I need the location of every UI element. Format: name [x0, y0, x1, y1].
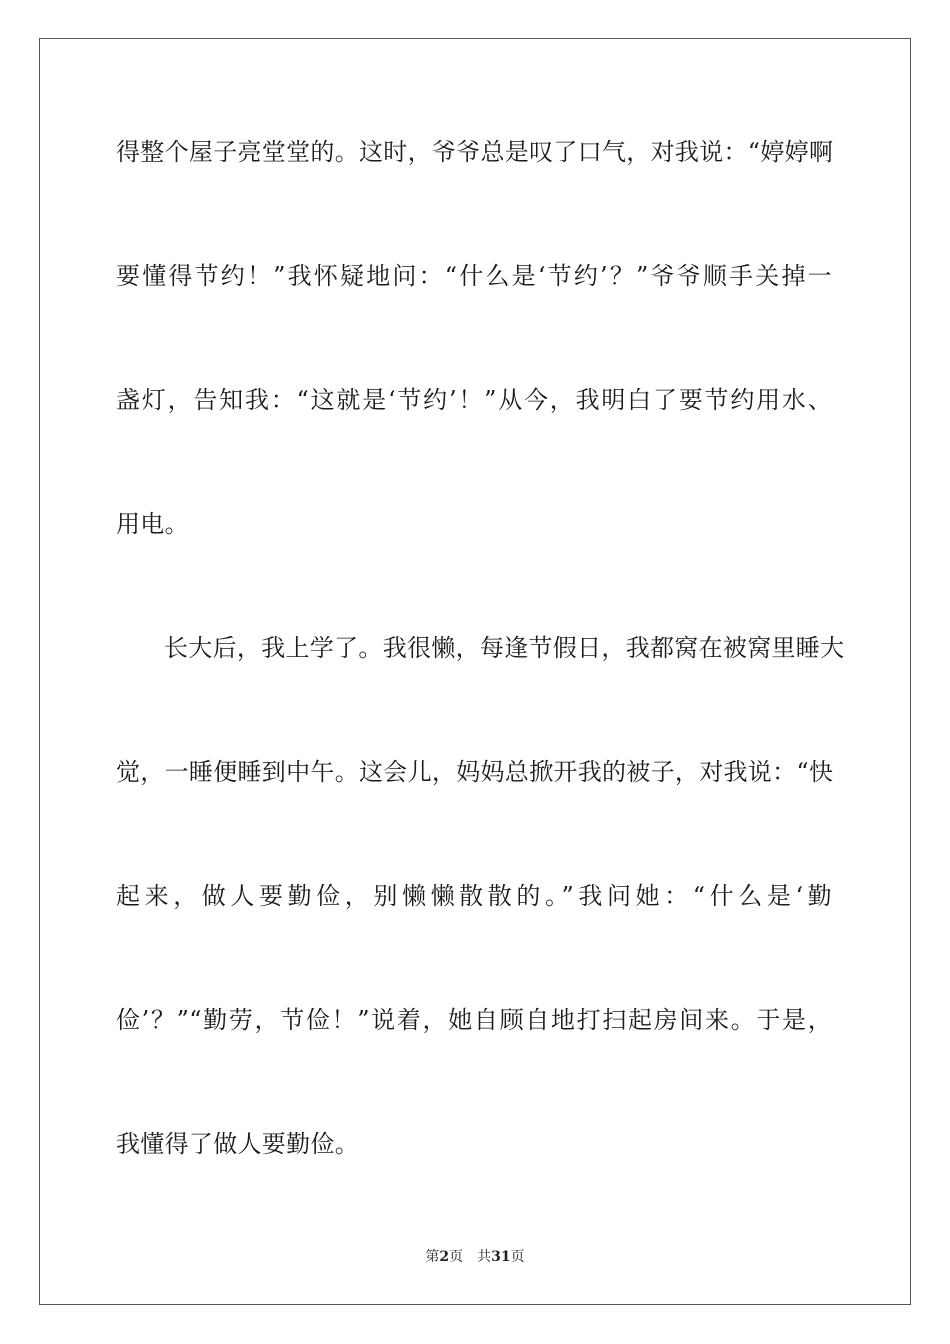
paragraph-2-line-5: 我懂得了做人要勤俭。 — [116, 1130, 359, 1158]
text-line-3: 盏灯，告知我：“这就是‘节约’！”从今，我明白了要节约用水、 — [116, 386, 832, 414]
total-pages-number: 31 — [491, 1249, 511, 1265]
text-line-4: 用电。 — [116, 510, 189, 538]
paragraph-2-line-1: 长大后，我上学了。我很懒，每逢节假日，我都窝在被窝里睡大 — [164, 634, 845, 662]
total-prefix: 共 — [477, 1249, 492, 1265]
paragraph-2-line-3: 起来，做人要勤俭，别懒懒散散的。”我问她：“什么是‘勤 — [116, 882, 832, 910]
page-suffix: 页 — [449, 1249, 464, 1265]
text-line-2: 要懂得节约！”我怀疑地问：“什么是‘节约’？”爷爷顺手关掉一 — [116, 262, 832, 290]
text-line-1: 得整个屋子亮堂堂的。这时，爷爷总是叹了口气，对我说：“婷婷啊 — [116, 138, 834, 166]
page-border — [39, 38, 911, 1305]
total-suffix: 页 — [510, 1249, 525, 1265]
paragraph-2-line-4: 俭’？”“勤劳，节俭！”说着，她自顾自地打扫起房间来。于是， — [116, 1006, 832, 1034]
page-prefix: 第 — [425, 1249, 440, 1265]
paragraph-2-line-2: 觉，一睡便睡到中午。这会儿，妈妈总掀开我的被子，对我说：“快 — [116, 758, 834, 786]
current-page-number: 2 — [439, 1249, 450, 1265]
page-footer — [0, 1248, 950, 1266]
